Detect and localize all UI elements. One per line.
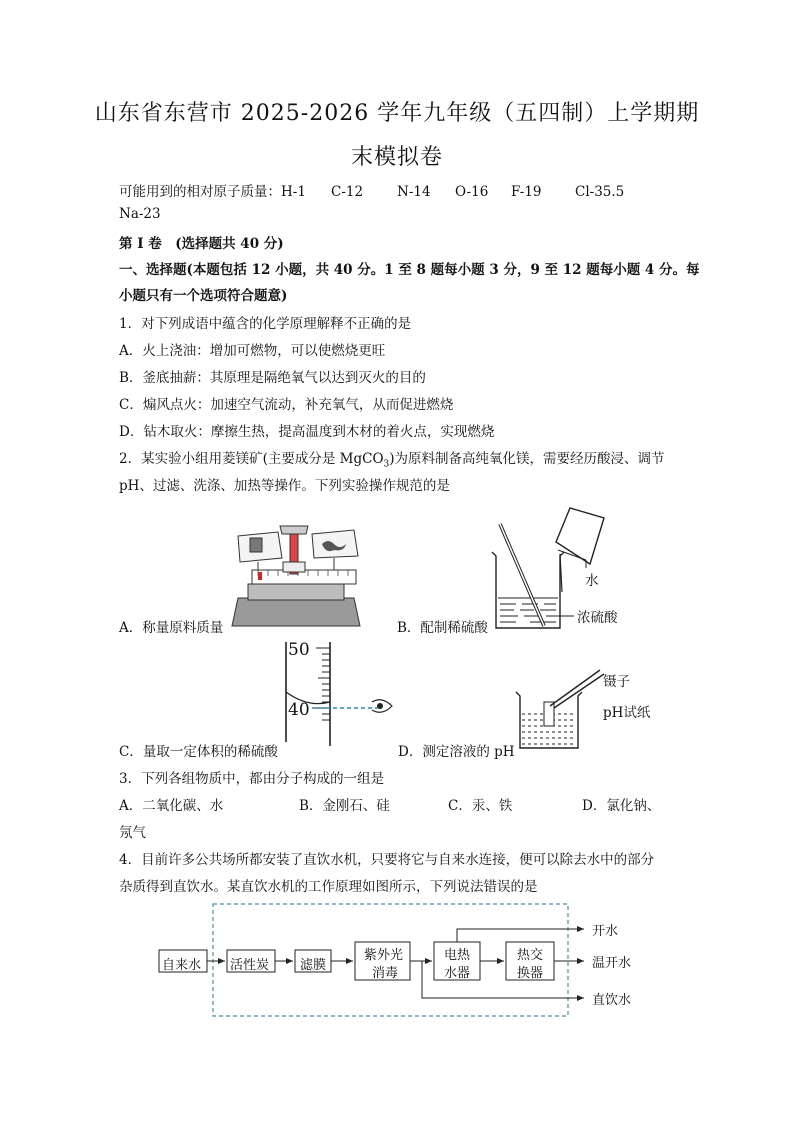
q2-subscript: 3 [383,459,390,470]
q1-option-d: D．钻木取火：摩擦生热，提高温度到木材的着火点，实现燃烧 [119,424,495,440]
fig-d-paper-label: pH试纸 [603,705,651,721]
fig-d-tweezers-label: 镊子 [603,674,630,690]
mass-f: F-19 [511,184,542,200]
q3-option-a: A．二氧化碳、水 [119,798,224,814]
output-warm-water: 温开水 [592,956,632,971]
box-uv-line1: 紫外光 [364,948,404,963]
box-tap-water: 自来水 [162,958,202,973]
mass-na: Na-23 [119,206,161,222]
q2-stem-part2: )为原料制备高纯氧化镁，需要经历酸浸、调节 [389,451,665,467]
fig-c-mark-40: 40 [288,700,310,720]
q3-option-d: D．氯化钠、 [582,798,661,814]
q3-option-d-cont: 氖气 [119,825,146,841]
q3-option-b: B．金刚石、硅 [299,798,390,814]
q1-option-c: C．煽风点火：加速空气流动，补充氧气，从而促进燃烧 [119,397,454,413]
fig-c-mark-50: 50 [288,640,310,660]
atomic-masses [119,180,624,200]
ph-test-figure [512,664,612,756]
q2-stem-line2: pH、过滤、洗涤、加热等操作。下列实验操作规范的是 [119,478,450,494]
exam-title-line2: 末模拟卷 [350,145,443,170]
box-activated-carbon: 活性炭 [230,958,270,973]
q2-option-b: B．配制稀硫酸 [397,620,488,636]
q2-option-a: A．称量原料质量 [119,620,224,636]
mass-h: H-1 [281,184,306,200]
box-heater-line1: 电热 [444,948,471,963]
box-filter-membrane: 滤膜 [300,958,327,973]
part1-heading: 第 I 卷 (选择题共 40 分) [119,236,284,252]
atomic-masses-prefix: 可能用到的相对原子质量： [119,184,281,200]
q2-option-c: C．量取一定体积的稀硫酸 [119,744,278,760]
section1-instructions-line2: 小题只有一个选项符合题意) [119,288,288,304]
q1-stem: 1．对下列成语中蕴含的化学原理解释不正确的是 [119,316,412,332]
q4-stem-line2: 杂质得到直饮水。某直饮水机的工作原理如图所示，下列说法错误的是 [119,879,538,895]
q2-stem-part1: 2．某实验小组用菱镁矿(主要成分是 MgCO [119,451,384,467]
q2-option-d: D．测定溶液的 pH [398,744,515,760]
output-boiling-water: 开水 [592,924,619,939]
exam-title-line1: 山东省东营市 2025-2026 学年九年级（五四制）上学期期 [94,101,700,126]
section1-instructions-line1: 一、选择题(本题包括 12 小题，共 40 分。1 至 8 题每小题 3 分，9 至 12 题每小题 4 分。每 [119,262,700,278]
fig-b-acid-label: 浓硫酸 [577,610,618,626]
box-exchanger-line1: 热交 [517,948,544,963]
mass-o: O-16 [455,184,489,200]
mass-c: C-12 [331,184,364,200]
mass-cl: Cl-35.5 [575,184,625,200]
output-direct-water: 直饮水 [592,993,632,1008]
q3-option-c: C．汞、铁 [448,798,513,814]
mass-n: N-14 [397,184,431,200]
box-exchanger-line2: 换器 [517,966,544,981]
box-heater-line2: 水器 [444,966,471,981]
q3-stem: 3．下列各组物质中，都由分子构成的一组是 [119,771,385,787]
q1-option-b: B．釜底抽薪：其原理是隔绝氧气以达到灭火的目的 [119,370,426,386]
box-uv-line2: 消毒 [372,966,399,981]
q2-stem-line1 [119,447,665,470]
q1-option-a: A．火上浇油：增加可燃物，可以使燃烧更旺 [119,343,386,359]
fig-b-water-label: 水 [585,573,599,589]
q4-stem-line1: 4．目前许多公共场所都安装了直饮水机，只要将它与自来水连接，便可以除去水中的部分 [119,852,655,868]
balance-figure [228,522,364,634]
